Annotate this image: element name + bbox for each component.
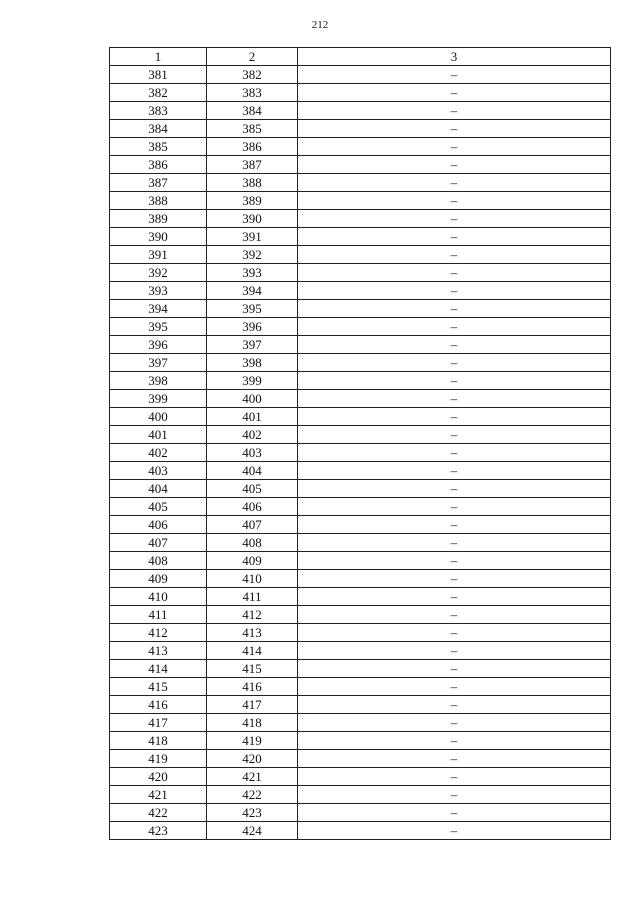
- table-cell-col-1: 407: [110, 534, 207, 552]
- table-cell-col-2: 397: [207, 336, 298, 354]
- table-cell-col-1: 420: [110, 768, 207, 786]
- table-cell-col-3: –: [298, 552, 611, 570]
- table-cell-col-2: 390: [207, 210, 298, 228]
- table-cell-col-1: 382: [110, 84, 207, 102]
- table-cell-col-2: 395: [207, 300, 298, 318]
- table-cell-col-3: –: [298, 516, 611, 534]
- table-cell-col-3: –: [298, 120, 611, 138]
- table-cell-col-3: –: [298, 210, 611, 228]
- table-row: [110, 192, 611, 210]
- table-cell-col-2: 414: [207, 642, 298, 660]
- table-cell-col-1: 411: [110, 606, 207, 624]
- table-cell-col-2: 423: [207, 804, 298, 822]
- table-cell-col-3: –: [298, 534, 611, 552]
- table-cell-col-1: 385: [110, 138, 207, 156]
- table-row: [110, 372, 611, 390]
- table-cell-col-3: –: [298, 444, 611, 462]
- table-row: [110, 318, 611, 336]
- table-cell-col-3: –: [298, 228, 611, 246]
- table-cell-col-3: –: [298, 318, 611, 336]
- table-cell-col-2: 410: [207, 570, 298, 588]
- table-cell-col-3: –: [298, 642, 611, 660]
- table-row: [110, 102, 611, 120]
- table-cell-col-2: 413: [207, 624, 298, 642]
- table-cell-col-2: 391: [207, 228, 298, 246]
- table-cell-col-3: –: [298, 246, 611, 264]
- table-cell-col-1: 391: [110, 246, 207, 264]
- table-cell-col-1: 402: [110, 444, 207, 462]
- table-cell-col-3: –: [298, 390, 611, 408]
- table-row: [110, 624, 611, 642]
- table-cell-col-2: 406: [207, 498, 298, 516]
- table-row: [110, 516, 611, 534]
- table-cell-col-2: 396: [207, 318, 298, 336]
- table-cell-col-3: –: [298, 714, 611, 732]
- table-cell-col-2: 422: [207, 786, 298, 804]
- table-row: [110, 390, 611, 408]
- table-cell-col-2: 387: [207, 156, 298, 174]
- table-row: [110, 462, 611, 480]
- table-cell-col-2: 405: [207, 480, 298, 498]
- table-row: [110, 300, 611, 318]
- table-row: [110, 696, 611, 714]
- table-cell-col-1: 392: [110, 264, 207, 282]
- table-row: [110, 210, 611, 228]
- table-row: [110, 84, 611, 102]
- table-cell-col-3: –: [298, 732, 611, 750]
- table-row: [110, 750, 611, 768]
- table-cell-col-1: 388: [110, 192, 207, 210]
- table-cell-col-1: 393: [110, 282, 207, 300]
- table-row: [110, 660, 611, 678]
- table-cell-col-2: 424: [207, 822, 298, 840]
- data-table: [109, 47, 611, 840]
- table-cell-col-3: –: [298, 570, 611, 588]
- table-row: [110, 228, 611, 246]
- table-row: [110, 264, 611, 282]
- table-cell-col-3: –: [298, 624, 611, 642]
- table-cell-col-2: 407: [207, 516, 298, 534]
- table-cell-col-2: 393: [207, 264, 298, 282]
- page-number: 212: [311, 19, 329, 31]
- table-cell-col-1: 404: [110, 480, 207, 498]
- table-cell-col-2: 382: [207, 66, 298, 84]
- table-row: [110, 606, 611, 624]
- table-row: [110, 534, 611, 552]
- table-row: [110, 336, 611, 354]
- table-row: [110, 426, 611, 444]
- table-cell-col-3: –: [298, 300, 611, 318]
- table-cell-col-2: 392: [207, 246, 298, 264]
- table-cell-col-3: –: [298, 354, 611, 372]
- column-header-3: 3: [298, 48, 611, 66]
- table-cell-col-1: 389: [110, 210, 207, 228]
- table-cell-col-2: 399: [207, 372, 298, 390]
- table-cell-col-1: 394: [110, 300, 207, 318]
- table-cell-col-1: 412: [110, 624, 207, 642]
- table-cell-col-3: –: [298, 588, 611, 606]
- table-cell-col-2: 403: [207, 444, 298, 462]
- table-row: [110, 174, 611, 192]
- table-cell-col-1: 383: [110, 102, 207, 120]
- table-cell-col-2: 385: [207, 120, 298, 138]
- column-header-2: 2: [207, 48, 298, 66]
- table-cell-col-1: 418: [110, 732, 207, 750]
- table-cell-col-3: –: [298, 606, 611, 624]
- table-cell-col-2: 386: [207, 138, 298, 156]
- table-body: [110, 66, 611, 840]
- table-cell-col-1: 409: [110, 570, 207, 588]
- table-cell-col-1: 405: [110, 498, 207, 516]
- table-row: [110, 588, 611, 606]
- table-cell-col-2: 417: [207, 696, 298, 714]
- table-cell-col-2: 401: [207, 408, 298, 426]
- table-cell-col-2: 384: [207, 102, 298, 120]
- table-row: [110, 498, 611, 516]
- table-cell-col-3: –: [298, 480, 611, 498]
- table-cell-col-1: 390: [110, 228, 207, 246]
- table-cell-col-2: 412: [207, 606, 298, 624]
- table-cell-col-3: –: [298, 84, 611, 102]
- table-row: [110, 768, 611, 786]
- table-cell-col-3: –: [298, 66, 611, 84]
- table-row: [110, 408, 611, 426]
- table-row: [110, 120, 611, 138]
- table-cell-col-3: –: [298, 282, 611, 300]
- table-row: [110, 552, 611, 570]
- table-cell-col-3: –: [298, 696, 611, 714]
- table-cell-col-1: 398: [110, 372, 207, 390]
- table-row: [110, 246, 611, 264]
- table-row: [110, 480, 611, 498]
- table-cell-col-1: 401: [110, 426, 207, 444]
- table-cell-col-3: –: [298, 372, 611, 390]
- table-cell-col-1: 387: [110, 174, 207, 192]
- table-cell-col-3: –: [298, 498, 611, 516]
- table-row: [110, 570, 611, 588]
- column-header-1: 1: [110, 48, 207, 66]
- table-cell-col-1: 395: [110, 318, 207, 336]
- table-row: [110, 444, 611, 462]
- table-cell-col-1: 399: [110, 390, 207, 408]
- table-cell-col-2: 418: [207, 714, 298, 732]
- table-row: [110, 66, 611, 84]
- table-header: [110, 48, 611, 66]
- table-cell-col-2: 408: [207, 534, 298, 552]
- table-cell-col-1: 414: [110, 660, 207, 678]
- table-row: [110, 354, 611, 372]
- table-cell-col-1: 410: [110, 588, 207, 606]
- table-cell-col-1: 416: [110, 696, 207, 714]
- table-cell-col-1: 384: [110, 120, 207, 138]
- table-cell-col-3: –: [298, 156, 611, 174]
- table-cell-col-3: –: [298, 822, 611, 840]
- table-cell-col-1: 415: [110, 678, 207, 696]
- table-row: [110, 678, 611, 696]
- table-cell-col-1: 386: [110, 156, 207, 174]
- table-cell-col-2: 415: [207, 660, 298, 678]
- table-cell-col-2: 411: [207, 588, 298, 606]
- table-cell-col-1: 381: [110, 66, 207, 84]
- table-cell-col-2: 389: [207, 192, 298, 210]
- table-cell-col-2: 419: [207, 732, 298, 750]
- table-cell-col-2: 388: [207, 174, 298, 192]
- table-cell-col-2: 409: [207, 552, 298, 570]
- table-cell-col-2: 400: [207, 390, 298, 408]
- table-cell-col-3: –: [298, 426, 611, 444]
- table-cell-col-2: 416: [207, 678, 298, 696]
- table-cell-col-2: 402: [207, 426, 298, 444]
- table-cell-col-3: –: [298, 174, 611, 192]
- table-cell-col-2: 420: [207, 750, 298, 768]
- table-cell-col-1: 408: [110, 552, 207, 570]
- table-row: [110, 156, 611, 174]
- table-cell-col-1: 423: [110, 822, 207, 840]
- table-cell-col-1: 422: [110, 804, 207, 822]
- table-cell-col-3: –: [298, 192, 611, 210]
- table-cell-col-3: –: [298, 786, 611, 804]
- header-row: [110, 48, 611, 66]
- table-row: [110, 714, 611, 732]
- table-row: [110, 138, 611, 156]
- table-cell-col-1: 403: [110, 462, 207, 480]
- table-cell-col-1: 413: [110, 642, 207, 660]
- table-cell-col-1: 419: [110, 750, 207, 768]
- table-cell-col-2: 394: [207, 282, 298, 300]
- table-row: [110, 282, 611, 300]
- table-cell-col-3: –: [298, 462, 611, 480]
- table-cell-col-1: 421: [110, 786, 207, 804]
- table-cell-col-1: 397: [110, 354, 207, 372]
- table-row: [110, 732, 611, 750]
- table-row: [110, 822, 611, 840]
- table-cell-col-1: 400: [110, 408, 207, 426]
- table-row: [110, 804, 611, 822]
- table-cell-col-3: –: [298, 138, 611, 156]
- table-cell-col-1: 396: [110, 336, 207, 354]
- table-cell-col-3: –: [298, 408, 611, 426]
- table-cell-col-3: –: [298, 336, 611, 354]
- table-cell-col-3: –: [298, 264, 611, 282]
- table-cell-col-1: 417: [110, 714, 207, 732]
- table-cell-col-2: 404: [207, 462, 298, 480]
- table-cell-col-2: 421: [207, 768, 298, 786]
- table-cell-col-1: 406: [110, 516, 207, 534]
- table-cell-col-3: –: [298, 660, 611, 678]
- table-cell-col-2: 398: [207, 354, 298, 372]
- table-cell-col-3: –: [298, 750, 611, 768]
- table-cell-col-3: –: [298, 102, 611, 120]
- table-row: [110, 642, 611, 660]
- table-cell-col-3: –: [298, 768, 611, 786]
- table-cell-col-2: 383: [207, 84, 298, 102]
- table-row: [110, 786, 611, 804]
- table-cell-col-3: –: [298, 804, 611, 822]
- table-cell-col-3: –: [298, 678, 611, 696]
